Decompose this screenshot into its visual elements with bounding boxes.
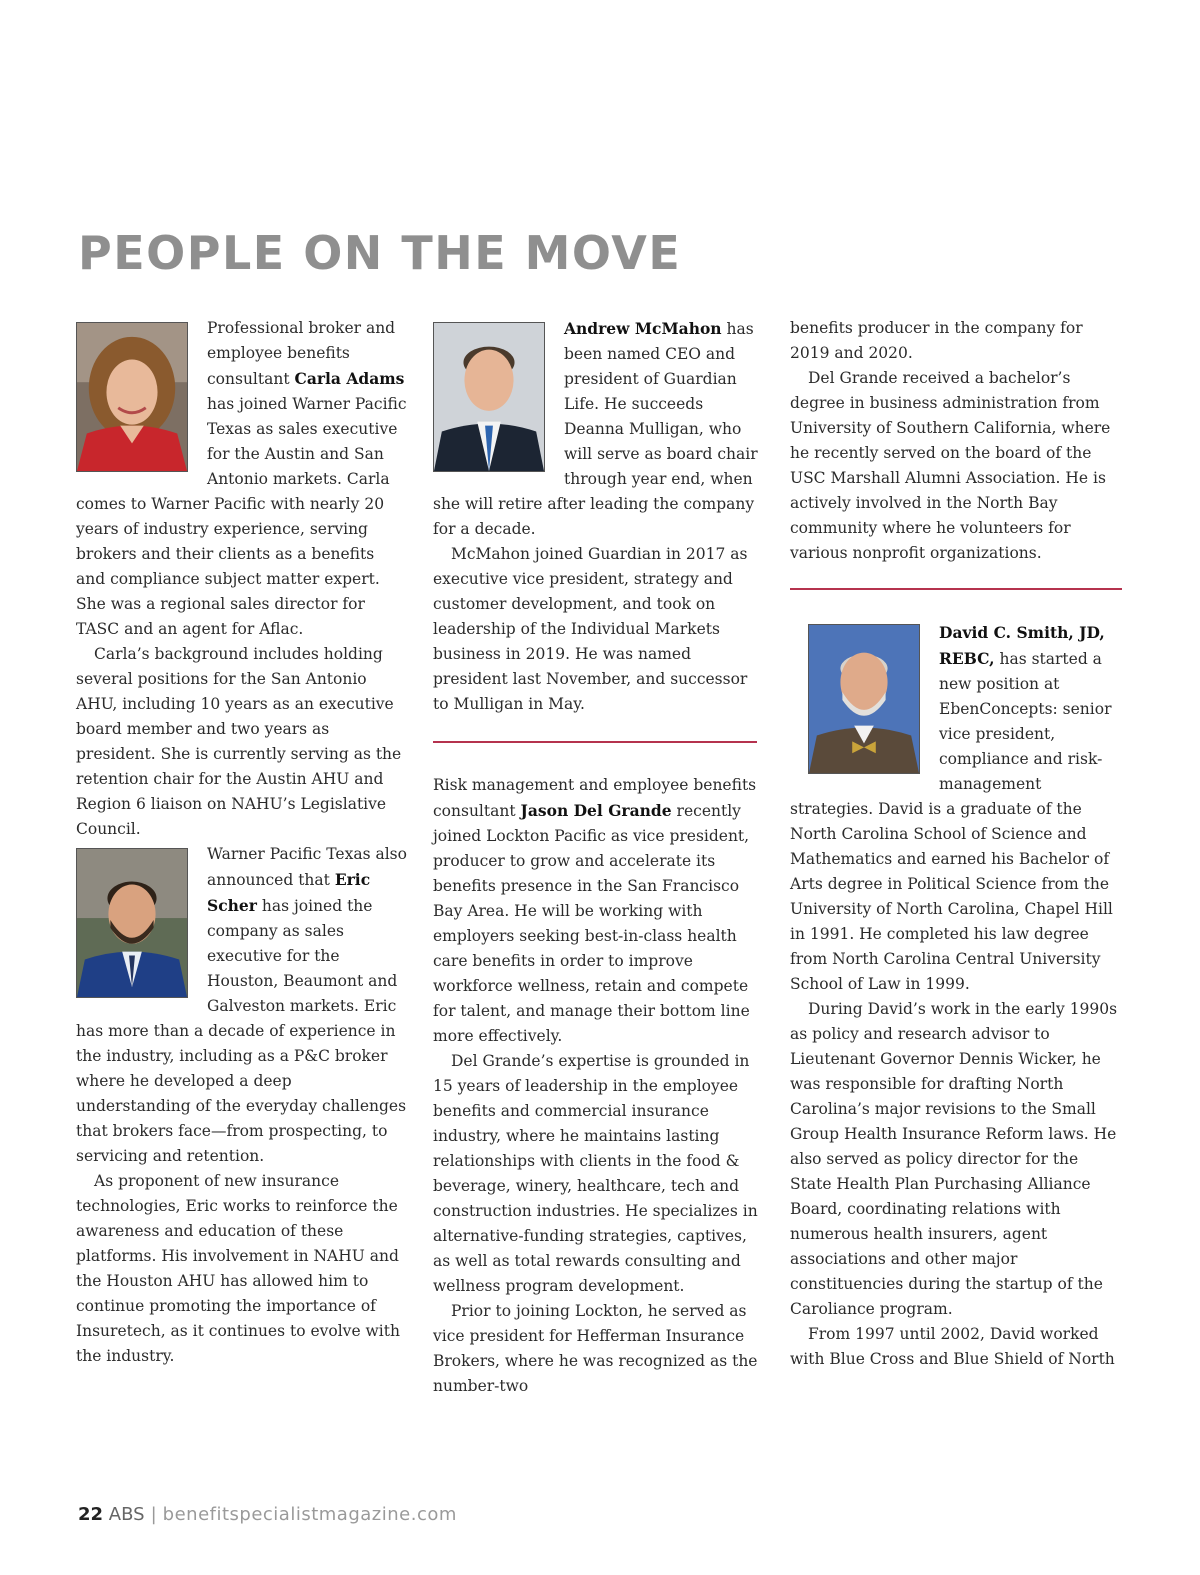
mcmahon-career-paragraph: McMahon joined Guardian in 2017 as executive vice president, strategy and customer development, and took on leadership of the Individual Markets business in 2019. He was named president last November, and successor to Mulligan in May.	[433, 545, 748, 713]
column-3	[790, 316, 1122, 1372]
column-1	[76, 316, 408, 1369]
section-divider	[790, 588, 1122, 590]
david-smith-name: David C. Smith, JD, REBC,	[939, 623, 1105, 668]
david-policy-paragraph: During David’s work in the early 1990s as policy and research advisor to Lieutenant Governor Dennis Wicker, he was responsible for drafting North Carolina’s major revisions to the Small Group Health Insurance Reform laws. He also served as policy director for the State Health Plan Purchasing Alliance Board, coordinating relations with numerous health insurers, agent associations and other major constituencies during the startup of the Caroliance program.	[790, 1000, 1118, 1318]
page-footer	[78, 1504, 457, 1525]
eric-intro-text: Warner Pacific Texas also announced that	[207, 845, 407, 889]
footer-separator: |	[150, 1504, 157, 1525]
andrew-mcmahon-photo	[433, 322, 545, 472]
david-smith-photo	[808, 624, 920, 774]
carla-body-text: has joined Warner Pacific Texas as sales executive for the Austin and San Antonio markets. Carla comes to Warner Pacific with nearly 20 years of industry experience, serving brokers and their clients as a benefits and compliance subject matter expert. She was a regional sales director for TASC and an agent for Aflac.	[76, 395, 407, 638]
carla-adams-photo	[76, 322, 188, 472]
eric-scher-photo	[76, 848, 188, 998]
carla-background-paragraph: Carla’s background includes holding several positions for the San Antonio AHU, including 10 years as an executive board member and two years as president. She is currently serving as the retention chair for the Austin AHU and Region 6 liaison on NAHU’s Legislative Council.	[76, 645, 402, 838]
column-2	[433, 316, 765, 1399]
eric-body-text: has joined the company as sales executive for the Houston, Beaumont and Galveston markets. Eric has more than a decade of experience in the industry, including as a P&C broker where he developed a deep understanding of the everyday challenges that brokers face—from prospecting, to servicing and retention.	[76, 897, 407, 1165]
david-body-text: has started a new position at EbenConcepts: senior vice president, compliance and risk-management strategies. David is a graduate of the North Carolina School of Science and Mathematics and earned his Bachelor of Arts degree in Political Science from the University of North Carolina, Chapel Hill in 1991. He completed his law degree from North Carolina Central University School of Law in 1999.	[790, 650, 1113, 993]
publication-name: ABS	[108, 1504, 145, 1525]
del-grande-prior-paragraph: Prior to joining Lockton, he served as vice president for Hefferman Insurance Brokers, where he was recognized as the number-two	[433, 1302, 758, 1395]
del-grande-education-paragraph: Del Grande received a bachelor’s degree in business administration from University of Southern California, where he recently served on the board of the USC Marshall Alumni Association. He is actively involved in the North Bay community where he volunteers for various nonprofit organizations.	[790, 369, 1111, 562]
jason-del-grande-name: Jason Del Grande	[520, 801, 672, 820]
section-divider	[433, 741, 757, 743]
andrew-mcmahon-name: Andrew McMahon	[564, 319, 722, 338]
del-grande-continued-paragraph: benefits producer in the company for 2019 and 2020.	[790, 319, 1083, 362]
jason-body-text: recently joined Lockton Pacific as vice president, producer to grow and accelerate its benefits presence in the San Francisco Bay Area. He will be working with employers seeking best-in-class health care benefits in order to improve workforce wellness, retain and compete for talent, and manage their bottom line more effectively.	[433, 802, 750, 1045]
section-heading: PEOPLE ON THE MOVE	[78, 226, 682, 280]
jason-intro-text: Risk management and employee benefits consultant	[433, 776, 757, 820]
carla-adams-name: Carla Adams	[294, 369, 405, 388]
del-grande-expertise-paragraph: Del Grande’s expertise is grounded in 15 years of leadership in the employee benefits and commercial insurance industry, where he maintains lasting relationships with clients in the food & beverage, winery, healthcare, tech and construction industries. He specializes in alternative-funding strategies, captives, as well as total rewards consulting and wellness program development.	[433, 1052, 758, 1295]
andrew-body-text: has been named CEO and president of Guardian Life. He succeeds Deanna Mulligan, who will serve as board chair through year end, when she will retire after leading the company for a decade.	[433, 320, 758, 538]
carla-intro-text: Professional broker and employee benefits consultant	[207, 319, 396, 388]
eric-scher-name: Eric Scher	[207, 870, 371, 915]
eric-insuretech-paragraph: As proponent of new insurance technologies, Eric works to reinforce the awareness and education of these platforms. His involvement in NAHU and the Houston AHU has allowed him to continue promoting the importance of Insuretech, as it continues to evolve with the industry.	[76, 1172, 400, 1365]
david-bcbs-paragraph: From 1997 until 2002, David worked with Blue Cross and Blue Shield of North	[790, 1325, 1115, 1368]
page-number: 22	[78, 1504, 104, 1525]
website-url: benefitspecialistmagazine.com	[162, 1504, 457, 1525]
